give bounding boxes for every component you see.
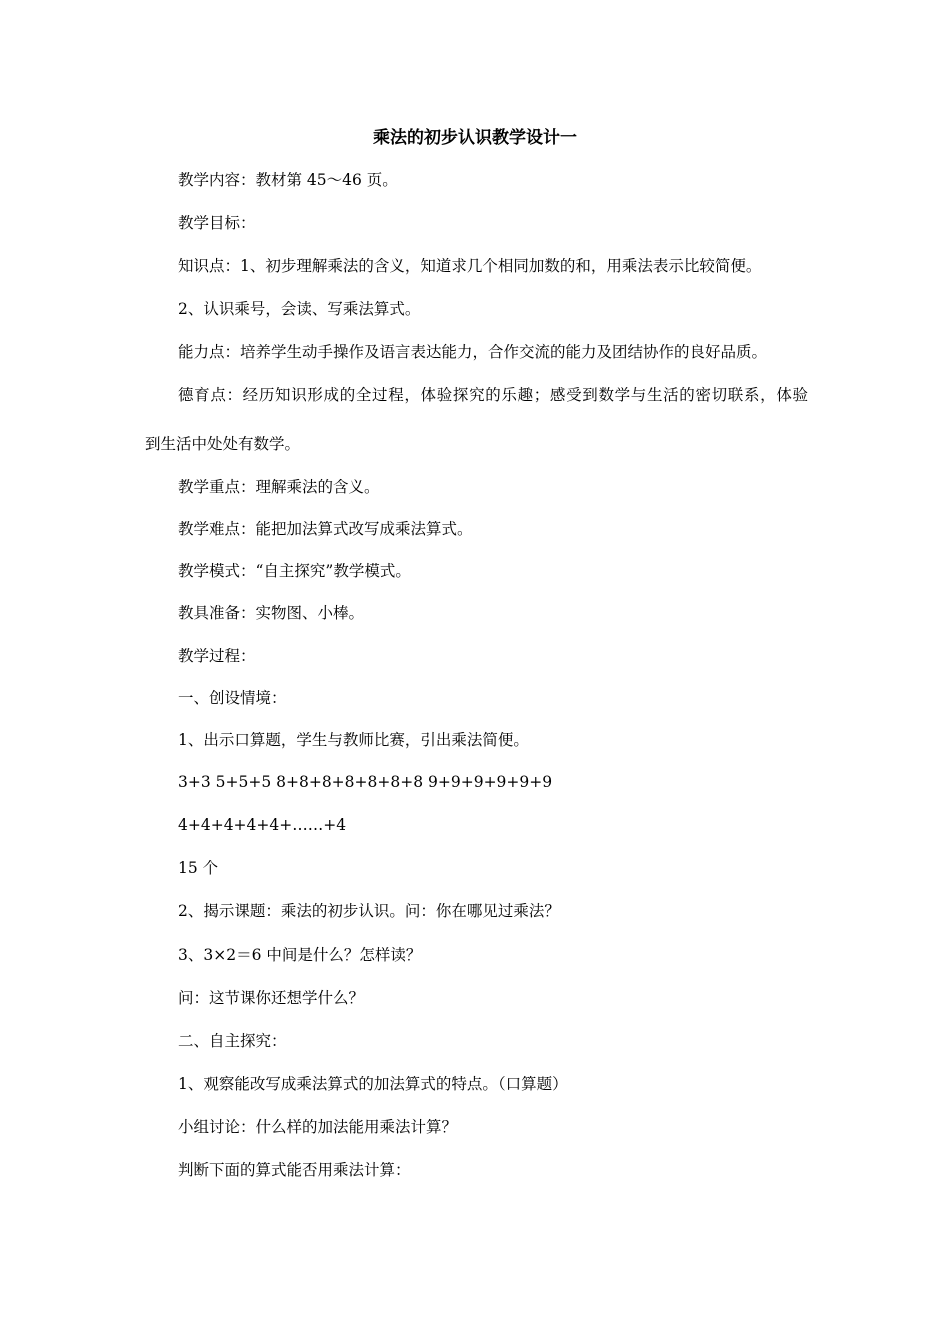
- document-title: 乘法的初步认识教学设计一: [373, 128, 577, 148]
- paragraph-moral-point-continued: 到生活中处处有数学。: [145, 435, 301, 453]
- paragraph-multiplication-sign: 2、认识乘号，会读、写乘法算式。: [178, 300, 421, 318]
- paragraph-teaching-process: 教学过程：: [178, 647, 256, 665]
- section-heading-scenario: 一、创设情境：: [178, 689, 287, 707]
- paragraph-judge: 判断下面的算式能否用乘法计算：: [178, 1161, 411, 1179]
- paragraph-teaching-content: 教学内容：教材第 45～46 页。: [178, 171, 398, 189]
- paragraph-reveal-topic: 2、揭示课题：乘法的初步认识。问：你在哪见过乘法？: [178, 902, 560, 920]
- math-expressions-count: 15 个: [178, 859, 219, 877]
- paragraph-ability-point: 能力点：培养学生动手操作及语言表达能力，合作交流的能力及团结协作的良好品质。: [178, 343, 768, 361]
- paragraph-moral-point: 德育点：经历知识形成的全过程，体验探究的乐趣；感受到数学与生活的密切联系，体验: [178, 386, 808, 404]
- section-heading-explore: 二、自主探究：: [178, 1032, 287, 1050]
- paragraph-teaching-mode: 教学模式：“自主探究”教学模式。: [178, 562, 411, 580]
- paragraph-teaching-aids: 教具准备：实物图、小棒。: [178, 604, 365, 622]
- paragraph-question: 问：这节课你还想学什么？: [178, 989, 365, 1007]
- paragraph-key-point: 教学重点：理解乘法的含义。: [178, 478, 380, 496]
- paragraph-group-discussion: 小组讨论：什么样的加法能用乘法计算？: [178, 1118, 458, 1136]
- paragraph-knowledge-point: 知识点：1、初步理解乘法的含义，知道求几个相同加数的和，用乘法表示比较简便。: [178, 257, 762, 275]
- paragraph-difficult-point: 教学难点：能把加法算式改写成乘法算式。: [178, 520, 473, 538]
- paragraph-observe: 1、观察能改写成乘法算式的加法算式的特点。（口算题）: [178, 1075, 568, 1093]
- paragraph-oral-arithmetic: 1、出示口算题，学生与教师比赛，引出乘法简便。: [178, 731, 529, 749]
- paragraph-teaching-goals: 教学目标：: [178, 214, 256, 232]
- math-expressions-row-1: 3+3 5+5+5 8+8+8+8+8+8+8 9+9+9+9+9+9: [178, 773, 553, 791]
- paragraph-multiplication-reading: 3、3×2＝6 中间是什么？怎样读？: [178, 946, 422, 964]
- math-expressions-row-2: 4+4+4+4+4+……+4: [178, 816, 347, 834]
